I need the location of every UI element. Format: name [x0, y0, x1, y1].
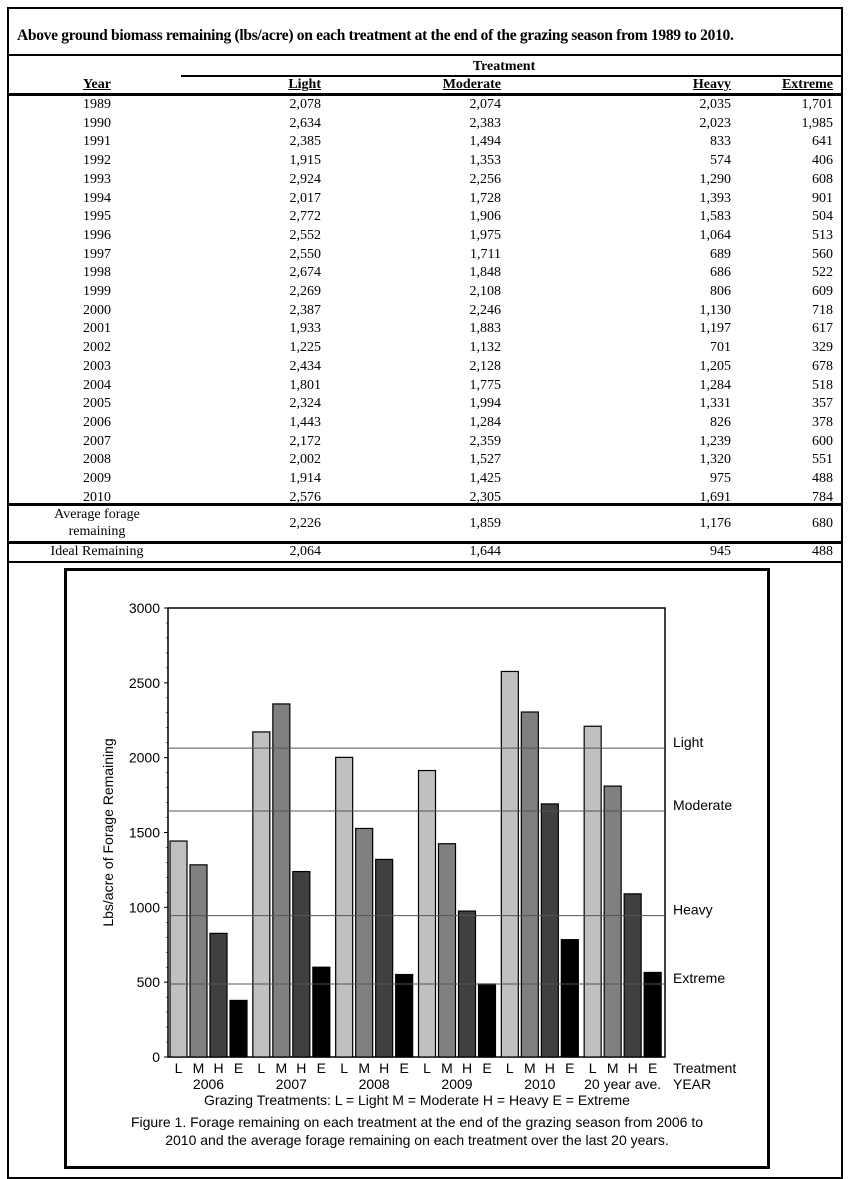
treatment-tick-label: L: [588, 1060, 597, 1076]
treatment-tick-label: H: [461, 1060, 473, 1076]
column-header-light: Light: [288, 77, 321, 92]
bar-l-2007: [253, 732, 270, 1057]
figure-caption: 2010 and the average forage remaining on each treatment over the last 20 years.: [165, 1132, 669, 1148]
table-cell: 2,434: [289, 358, 321, 374]
table-cell: 522: [812, 265, 833, 281]
table-cell: 784: [812, 489, 833, 505]
bar-h-2007: [293, 872, 310, 1057]
bar-l-2009: [419, 771, 436, 1057]
bar-e-2009: [479, 984, 496, 1057]
treatment-tick-label: L: [340, 1060, 349, 1076]
table-row-year: 2001: [83, 321, 111, 337]
year-tick-label: 2009: [441, 1076, 473, 1092]
table-cell: 2,035: [699, 97, 731, 112]
table-cell: 2,078: [289, 97, 321, 112]
column-header-year: Year: [83, 77, 111, 92]
table-cell: 378: [812, 414, 833, 430]
table-cell: 1,284: [469, 414, 501, 430]
average-cell: 1,176: [699, 516, 731, 531]
bar-l-2006: [170, 841, 187, 1057]
table-row-year: 1995: [83, 209, 111, 225]
divider: [9, 561, 841, 563]
table-row-year: 1997: [83, 246, 111, 262]
table-cell: 901: [812, 190, 833, 206]
table-cell: 1,883: [469, 321, 501, 337]
treatment-tick-label: M: [275, 1060, 288, 1076]
y-tick-label: 1500: [128, 824, 160, 841]
bar-m-2008: [356, 828, 373, 1057]
treatment-tick-label: H: [627, 1060, 638, 1076]
year-axis-label: YEAR: [673, 1076, 712, 1092]
bar-m-2006: [190, 865, 207, 1057]
treatment-tick-label: M: [523, 1060, 536, 1076]
bar-e-20yearave: [644, 972, 661, 1057]
table-row-year: 2007: [83, 433, 111, 449]
table-cell: 1,225: [289, 340, 321, 356]
table-cell: 701: [710, 340, 731, 356]
treatment-tick-label: E: [482, 1060, 492, 1076]
year-tick-label: 2008: [358, 1076, 390, 1092]
table-cell: 1,425: [469, 471, 501, 486]
y-tick-label: 1000: [128, 899, 160, 916]
table-cell: 2,385: [289, 134, 321, 150]
table-row-year: 2009: [83, 471, 111, 486]
table-cell: 488: [812, 471, 833, 486]
table-cell: 1,205: [699, 358, 731, 374]
treatment-tick-label: L: [505, 1060, 514, 1076]
bar-m-20yearave: [604, 786, 621, 1057]
table-cell: 2,924: [289, 171, 321, 187]
table-cell: 1,933: [289, 321, 321, 337]
treatment-tick-label: H: [213, 1060, 224, 1076]
table-row-year: 1990: [83, 115, 111, 131]
table-cell: 1,994: [469, 396, 501, 412]
bar-chart: [67, 571, 767, 1166]
table-cell: 608: [812, 171, 833, 187]
bar-h-2008: [376, 859, 393, 1057]
table-row-year: 1998: [83, 265, 111, 281]
table-cell: 1,331: [699, 396, 731, 412]
table-cell: 2,772: [289, 209, 321, 225]
bar-h-20yearave: [624, 894, 641, 1057]
reference-line-label: Heavy: [673, 901, 713, 918]
treatment-tick-label: M: [358, 1060, 371, 1076]
table-cell: 686: [710, 265, 731, 281]
bar-l-2008: [336, 757, 353, 1057]
treatment-group-header: Treatment: [472, 59, 536, 74]
table-row-year: 1993: [83, 171, 111, 187]
treatment-tick-label: L: [174, 1060, 183, 1076]
column-header-moderate: Moderate: [442, 77, 501, 92]
table-cell: 2,108: [469, 284, 501, 299]
table-row-year: 1991: [83, 134, 111, 150]
legend-text: Grazing Treatments: L = Light M = Moderate H = Heavy E = Extreme: [204, 1092, 630, 1108]
bar-m-2010: [521, 712, 538, 1057]
table-cell: 806: [710, 284, 731, 299]
table-cell: 1,701: [801, 97, 833, 112]
y-tick-label: 3000: [128, 600, 160, 616]
year-tick-label: 2006: [192, 1076, 225, 1092]
table-cell: 1,915: [289, 153, 321, 169]
header-divider: [9, 93, 841, 96]
treatment-tick-label: L: [423, 1060, 431, 1076]
treatment-tick-label: E: [565, 1060, 575, 1076]
table-cell: 1,197: [699, 321, 731, 337]
table-cell: 2,128: [469, 358, 501, 374]
ideal-cell: 1,644: [469, 544, 501, 559]
bar-e-2008: [396, 975, 413, 1057]
table-cell: 2,324: [289, 396, 321, 412]
table-cell: 2,246: [469, 302, 501, 318]
table-cell: 513: [812, 227, 833, 243]
table-cell: 2,359: [469, 433, 501, 449]
table-cell: 1,320: [699, 452, 731, 468]
table-cell: 1,494: [469, 134, 501, 150]
table-cell: 1,290: [699, 171, 731, 187]
table-cell: 678: [812, 358, 833, 374]
treatment-tick-label: L: [257, 1060, 266, 1076]
year-tick-label: 2007: [275, 1076, 307, 1092]
table-cell: 1,064: [699, 227, 731, 243]
table-cell: 1,801: [289, 377, 321, 393]
treatment-tick-label: E: [316, 1060, 327, 1076]
table-cell: 617: [812, 321, 833, 337]
table-row-year: 2008: [83, 452, 111, 468]
table-cell: 1,975: [469, 227, 501, 243]
treatment-tick-label: M: [192, 1060, 205, 1076]
treatment-tick-label: H: [379, 1060, 390, 1076]
table-cell: 406: [812, 153, 833, 169]
table-cell: 833: [710, 134, 731, 150]
treatment-tick-label: E: [647, 1060, 658, 1076]
table-cell: 2,550: [289, 246, 321, 262]
average-cell: 2,226: [289, 516, 321, 531]
table-cell: 2,674: [289, 265, 321, 281]
table-cell: 504: [812, 209, 833, 225]
treatment-tick-label: H: [296, 1060, 307, 1076]
reference-line-label: Moderate: [673, 796, 733, 813]
table-cell: 1,527: [469, 452, 501, 468]
average-cell: 680: [812, 516, 833, 531]
table-cell: 329: [812, 340, 833, 356]
y-tick-label: 2000: [128, 749, 160, 766]
table-row-year: 1994: [83, 190, 111, 206]
table-cell: 357: [812, 396, 833, 412]
table-cell: 1,775: [469, 377, 501, 393]
treatment-tick-label: M: [441, 1060, 453, 1076]
y-tick-label: 0: [152, 1049, 160, 1065]
table-row-year: 1989: [83, 97, 111, 112]
table-row-year: 1996: [83, 227, 111, 243]
table-cell: 641: [812, 134, 833, 150]
table-cell: 2,576: [289, 489, 321, 505]
treatment-tick-label: H: [544, 1060, 555, 1076]
table-cell: 600: [812, 433, 833, 449]
table-row-year: 2005: [83, 396, 111, 412]
table-cell: 1,848: [469, 265, 501, 281]
average-row-label: remaining: [68, 524, 126, 539]
y-axis-label: Lbs/acre of Forage Remaining: [100, 738, 116, 927]
divider: [9, 54, 841, 56]
table-cell: 1,132: [469, 340, 501, 356]
table-cell: 718: [812, 302, 833, 318]
ideal-row-label: Ideal Remaining: [50, 544, 144, 559]
table-cell: 1,353: [469, 153, 501, 169]
bar-l-2010: [501, 671, 518, 1057]
table-cell: 1,130: [699, 302, 731, 318]
ideal-cell: 2,064: [289, 544, 321, 559]
table-cell: 2,383: [469, 115, 501, 131]
table-row-year: 2002: [83, 340, 111, 356]
table-row-year: 2006: [83, 414, 111, 430]
table-cell: 2,172: [289, 433, 321, 449]
table-cell: 2,256: [469, 171, 501, 187]
table-cell: 551: [812, 452, 833, 468]
ideal-cell: 488: [812, 544, 833, 559]
table-cell: 1,985: [801, 115, 833, 131]
table-cell: 2,634: [289, 115, 321, 131]
table-cell: 560: [812, 246, 833, 262]
table-row-year: 2000: [83, 302, 111, 318]
table-cell: 2,552: [289, 227, 321, 243]
reference-line-label: Extreme: [673, 969, 726, 986]
table-cell: 2,074: [469, 97, 501, 112]
reference-line-label: Light: [673, 734, 704, 751]
bar-h-2010: [541, 804, 558, 1057]
table-row-year: 2003: [83, 358, 111, 374]
table-cell: 2,269: [289, 284, 321, 299]
year-tick-label: 2010: [524, 1076, 556, 1092]
table-cell: 1,443: [289, 414, 321, 430]
figure-caption: Figure 1. Forage remaining on each treatment at the end of the grazing season from 2006 to: [130, 1114, 704, 1130]
table-cell: 1,728: [469, 190, 501, 206]
table-row-year: 2004: [83, 377, 111, 393]
bar-e-2010: [561, 940, 578, 1057]
table-cell: 1,393: [699, 190, 731, 206]
table-cell: 2,387: [289, 302, 321, 318]
table-cell: 1,691: [699, 489, 731, 505]
bar-h-2006: [210, 933, 227, 1057]
table-row-year: 1999: [83, 284, 111, 299]
table-cell: 826: [710, 414, 731, 430]
table-cell: 1,711: [470, 246, 501, 262]
table-cell: 2,305: [469, 489, 501, 505]
table-row-year: 1992: [83, 153, 111, 169]
table-cell: 1,906: [469, 209, 501, 225]
ideal-cell: 945: [710, 544, 731, 559]
bar-m-2007: [273, 704, 290, 1057]
column-header-heavy: Heavy: [692, 77, 731, 92]
figure-1: [64, 568, 770, 1169]
table-cell: 518: [812, 377, 833, 393]
table-cell: 2,002: [289, 452, 321, 468]
treatment-tick-label: E: [399, 1060, 409, 1076]
average-row-label: Average forage: [54, 507, 140, 522]
table-cell: 2,023: [699, 115, 731, 131]
treatment-axis-label: Treatment: [673, 1060, 737, 1076]
y-tick-label: 2500: [128, 674, 160, 691]
table-cell: 1,583: [699, 209, 731, 225]
table-cell: 689: [710, 246, 731, 262]
treatment-tick-label: E: [233, 1060, 244, 1076]
y-tick-label: 500: [136, 974, 160, 991]
table-cell: 1,914: [289, 471, 321, 486]
table-caption: Above ground biomass remaining (lbs/acre) on each treatment at the end of the grazing season from 1989 to 2010.: [17, 27, 734, 44]
table-cell: 2,017: [289, 190, 321, 206]
table-cell: 1,239: [699, 433, 731, 449]
table-row-year: 2010: [83, 489, 111, 505]
column-header-extreme: Extreme: [781, 77, 833, 92]
year-tick-label: 20 year ave.: [584, 1076, 662, 1092]
bar-e-2006: [230, 1000, 247, 1057]
table-cell: 975: [710, 471, 731, 486]
table-cell: 609: [812, 284, 833, 299]
treatment-tick-label: M: [606, 1060, 619, 1076]
table-cell: 1,284: [699, 377, 731, 393]
average-cell: 1,859: [469, 516, 501, 531]
table-cell: 574: [710, 153, 731, 169]
bar-l-20yearave: [584, 726, 601, 1057]
bar-e-2007: [313, 967, 330, 1057]
bar-m-2009: [439, 844, 456, 1057]
